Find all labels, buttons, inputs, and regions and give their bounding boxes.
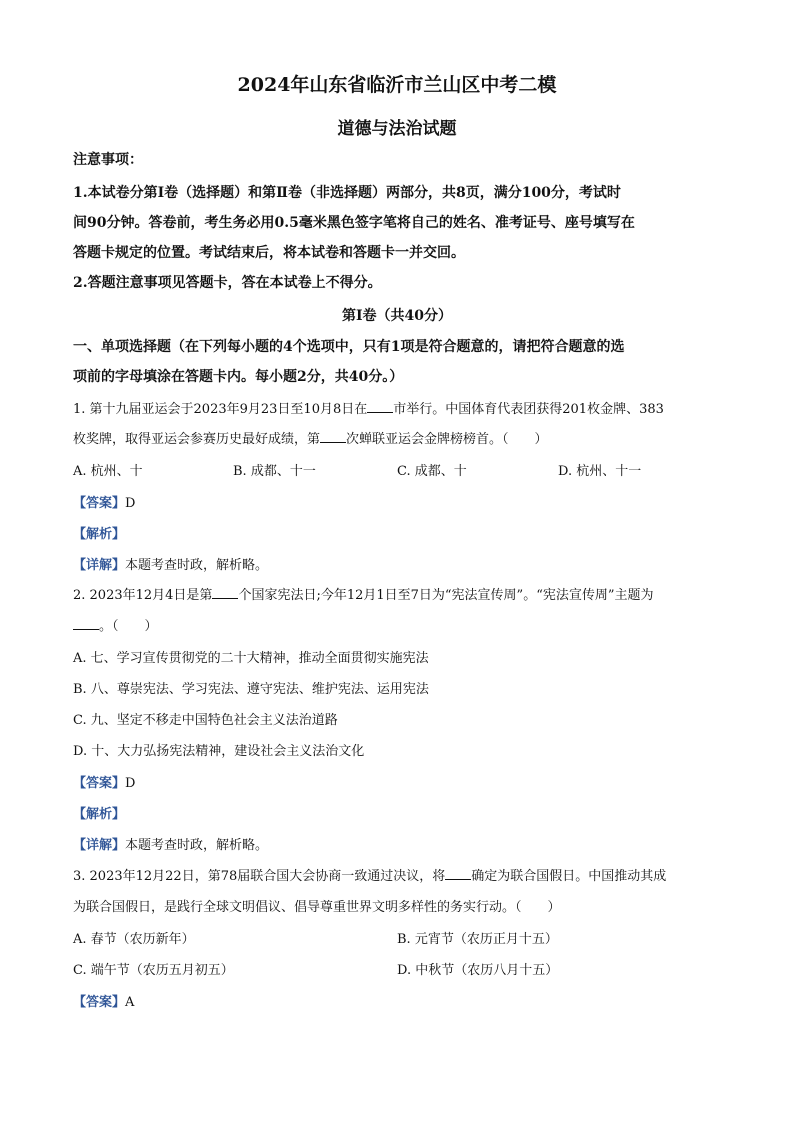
answer-blank [212, 586, 238, 599]
question-1-line1 [73, 400, 664, 420]
analysis-label: 【解析】 [73, 807, 126, 822]
question-3-option-b: B. 元宵节（农历正月十五） [397, 932, 558, 947]
answer-label: 【答案】 [73, 776, 126, 791]
answer-blank [445, 867, 471, 880]
notes-item1-line3: 答题卡规定的位置。考试结束后，将本试卷和答题卡一并交回。 [73, 245, 465, 261]
question-2-text-a: 2. 2023年12月4日是第 [73, 588, 213, 603]
question-2-text-b: 个国家宪法日;今年12月1日至7日为“宪法宣传周”。“宪法宣传周”主题为 [238, 588, 654, 603]
question-2-detail [73, 835, 268, 856]
answer-value: D [125, 496, 136, 511]
section-instructions-line1: 一、单项选择题（在下列每小题的4个选项中，只有1项是符合题意的，请把符合题意的选 [73, 339, 625, 355]
detail-text: 本题考查时政，解析略。 [125, 558, 269, 573]
question-1-analysis [73, 524, 125, 545]
notes-heading: 注意事项： [73, 152, 143, 168]
detail-text: 本题考查时政，解析略。 [125, 838, 269, 853]
question-3-option-d: D. 中秋节（农历八月十五） [397, 963, 559, 978]
question-2-line2 [73, 617, 158, 637]
detail-label: 【详解】 [73, 558, 126, 573]
exam-subtitle: 道德与法治试题 [337, 119, 457, 139]
notes-item2: 2.答题注意事项见答题卡，答在本试卷上不得分。 [73, 275, 382, 291]
question-1-text-a: 1. 第十九届亚运会于2023年9月23日至10月8日在 [73, 402, 368, 417]
question-2-analysis [73, 804, 125, 825]
question-3-answer [73, 992, 134, 1013]
question-1-option-c: C. 成都、十 [397, 464, 467, 479]
answer-label: 【答案】 [73, 995, 126, 1010]
question-3-text-b: 确定为联合国假日。中国推动其成 [471, 869, 667, 884]
question-1-option-b: B. 成都、十一 [233, 464, 316, 479]
question-1-option-a: A. 杭州、十 [73, 464, 143, 479]
question-2-line1 [73, 586, 654, 606]
section-title: 第Ⅰ卷（共40分） [341, 308, 453, 324]
analysis-label: 【解析】 [73, 527, 126, 542]
question-1-text-c: 枚奖牌，取得亚运会参赛历史最好成绩，第 [73, 432, 321, 447]
question-1-answer [73, 493, 135, 514]
question-1-option-d: D. 杭州、十一 [558, 464, 642, 479]
notes-item1-line2: 间90分钟。答卷前，考生务必用0.5毫米黑色签字笔将自己的姓名、准考证号、座号填写在 [73, 215, 635, 231]
question-1-text-b: 市举行。中国体育代表团获得201枚金牌、383 [393, 402, 664, 417]
notes-item1-line1: 1.本试卷分第Ⅰ卷（选择题）和第Ⅱ卷（非选择题）两部分，共8页，满分100分，考试时 [73, 185, 621, 201]
question-3-option-a: A. 春节（农历新年） [73, 932, 195, 947]
question-3-text-a: 3. 2023年12月22日，第78届联合国大会协商一致通过决议，将 [73, 869, 446, 884]
answer-label: 【答案】 [73, 496, 126, 511]
question-3-line1 [73, 867, 666, 887]
answer-blank [367, 400, 393, 413]
question-2-option-c: C. 九、坚定不移走中国特色社会主义法治道路 [73, 713, 338, 728]
question-3-option-c: C. 端午节（农历五月初五） [73, 963, 234, 978]
question-1-line2 [73, 430, 548, 450]
section-instructions-line2: 项前的字母填涂在答题卡内。每小题2分，共40分。） [73, 369, 404, 385]
question-2-answer [73, 773, 135, 794]
question-3-line2: 为联合国假日，是践行全球文明倡议、倡导尊重世界文明多样性的务实行动。（ ） [73, 900, 561, 915]
question-2-text-c: 。（ ） [99, 619, 158, 634]
answer-value: A [125, 995, 135, 1010]
question-1-detail [73, 555, 268, 576]
answer-blank [73, 617, 99, 630]
question-2-option-b: B. 八、尊崇宪法、学习宪法、遵守宪法、维护宪法、运用宪法 [73, 682, 429, 697]
question-2-option-a: A. 七、学习宣传贯彻党的二十大精神，推动全面贯彻实施宪法 [73, 651, 429, 666]
answer-blank [320, 430, 346, 443]
question-1-text-d: 次蝉联亚运会金牌榜榜首。（ ） [346, 432, 548, 447]
detail-label: 【详解】 [73, 838, 126, 853]
question-2-option-d: D. 十、大力弘扬宪法精神，建设社会主义法治文化 [73, 744, 365, 759]
answer-value: D [125, 776, 136, 791]
exam-title: 2024年山东省临沂市兰山区中考二模 [237, 74, 557, 96]
